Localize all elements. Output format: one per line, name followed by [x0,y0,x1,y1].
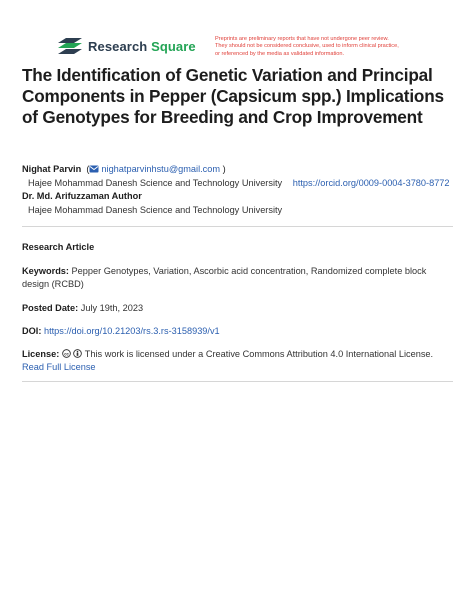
divider-bottom [22,381,453,382]
orcid-link[interactable]: https://orcid.org/0009-0004-3780-8772 [292,178,450,188]
license [22,348,454,374]
keywords-text: Pepper Genotypes, Variation, Ascorbic acid concentration, Randomized complete block design (RCBD) [22,266,427,289]
doi-link[interactable]: https://doi.org/10.21203/rs.3.rs-3158939/v1 [43,326,220,336]
research-square-logo-icon [57,37,83,55]
envelope-icon [89,165,99,173]
disclaimer-line: or referenced by the media as validated information. [215,50,345,57]
posted-date [22,302,454,315]
read-full-license-link[interactable]: Read Full License [22,362,96,372]
affiliation-text: Hajee Mohammad Danesh Science and Technology University [28,205,283,215]
license-label: License: [22,349,60,359]
affiliation-text: Hajee Mohammad Danesh Science and Technology University [28,178,283,188]
author-affiliation [22,203,462,217]
author-email-link[interactable]: nighatparvinhstu@gmail.com [101,164,221,174]
disclaimer-line: They should not be considered conclusive, used to inform clinical practice, [215,43,399,50]
divider-top [22,226,453,227]
brand-name [88,39,196,54]
posted-date-value: July 19th, 2023 [80,303,144,313]
article-title: The Identification of Genetic Variation and Principal Components in Pepper (Capsicum spp.) Implications of Genotypes for Breeding and Crop Improvement [22,65,444,127]
svg-text:cc: cc [64,351,69,357]
cc-license-icon [62,349,71,358]
article-type-text: Research Article [22,242,95,252]
keywords [22,265,454,291]
author-2 [22,190,462,203]
brand-word-1: Research [88,38,148,54]
keywords-label: Keywords: [22,266,69,276]
author-name: Nighat Parvin [22,164,82,174]
license-text: This work is licensed under a Creative Commons Attribution 4.0 International License. [84,349,434,359]
doi [22,325,454,338]
disclaimer-line: Preprints are preliminary reports that have not undergone peer review. [215,36,389,42]
author-list [22,163,462,217]
author-1: Nighat Parvin ( nighatparvinhstu@gmail.com ) [22,164,226,174]
article-type [22,241,454,254]
brand-word-2: Square [151,38,196,54]
author-name: Dr. Md. Arifuzzaman Author [22,191,142,201]
research-square-logo[interactable] [57,37,196,55]
author-affiliation [22,176,462,190]
preprint-disclaimer [215,36,445,58]
doi-label: DOI: [22,326,42,336]
posted-date-label: Posted Date: [22,303,79,313]
cc-by-attribution-icon [73,349,82,358]
